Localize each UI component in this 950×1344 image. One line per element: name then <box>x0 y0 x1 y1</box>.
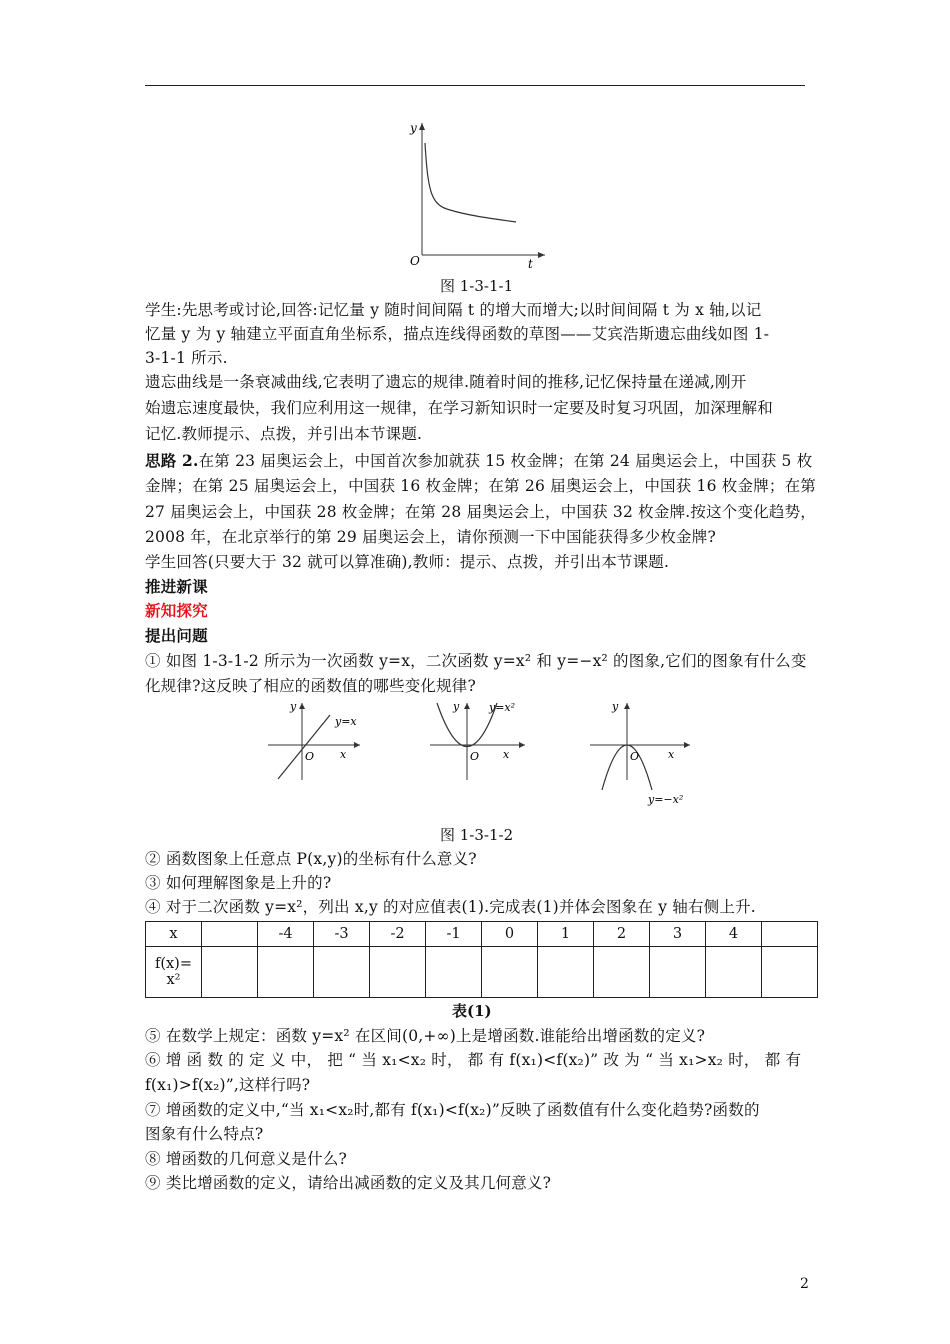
cell[interactable] <box>258 947 314 998</box>
text: 在第 23 届奥运会上，中国首次参加就获 15 枚金牌；在第 24 届奥运会上，中国获 5 枚 <box>198 452 813 470</box>
table-caption: 表(1) <box>452 1002 492 1020</box>
y-axis-label: y <box>410 121 417 135</box>
paragraph-line: 记忆.教师提示、点拨，并引出本节课题. <box>145 425 423 443</box>
cell: x <box>146 922 202 947</box>
question-6: ⑥ 增 函 数 的 定 义 中， 把 “ 当 x₁<x₂ 时， 都 有 f(x₁)<f(x₂)” 改 为 “ 当 x₁>x₂ 时， 都 有 <box>145 1051 802 1069</box>
text: f(x)= <box>154 956 192 972</box>
page-number: 2 <box>800 1276 809 1292</box>
cell <box>202 922 258 947</box>
paragraph-line: 忆量 y 为 y 轴建立平面直角坐标系，描点连线得函数的草图——艾宾浩斯遗忘曲线如图 1- <box>145 325 770 343</box>
figure-function-graphs <box>260 695 700 810</box>
paragraph-line: 2008 年，在北京举行的第 29 届奥运会上，请你预测一下中国能获得多少枚金牌? <box>145 528 716 546</box>
question-8: ⑧ 增函数的几何意义是什么? <box>145 1150 348 1168</box>
cell[interactable] <box>706 947 762 998</box>
svg-text:y=x: y=x <box>335 715 357 728</box>
cell[interactable] <box>426 947 482 998</box>
cell: 0 <box>482 922 538 947</box>
svg-text:y=−x²: y=−x² <box>648 793 684 806</box>
svg-text:x: x <box>668 748 675 761</box>
question-7: ⑦ 增函数的定义中,“当 x₁<x₂时,都有 f(x₁)<f(x₂)”反映了函数值有什么变化趋势?函数的 <box>145 1101 760 1119</box>
paragraph-line: 3-1-1 所示. <box>145 349 228 367</box>
svg-text:y: y <box>453 700 460 713</box>
figure-caption: 图 1-3-1-2 <box>440 826 514 844</box>
question-6-cont: f(x₁)>f(x₂)”,这样行吗? <box>145 1076 311 1094</box>
paragraph-line: 遗忘曲线是一条衰减曲线,它表明了遗忘的规律.随着时间的推移,记忆保持量在递减,刚开 <box>145 373 747 391</box>
heading-questions: 提出问题 <box>145 626 208 645</box>
table-row <box>146 922 818 947</box>
question-3: ③ 如何理解图象是上升的? <box>145 874 332 892</box>
question-1: ① 如图 1-3-1-2 所示为一次函数 y=x，二次函数 y=x² 和 y=−x² 的图象,它们的图象有什么变 <box>145 652 807 670</box>
question-7-cont: 图象有什么特点? <box>145 1125 264 1143</box>
table-row <box>146 947 818 998</box>
t-axis-label: t <box>528 257 533 270</box>
cell: 3 <box>650 922 706 947</box>
paragraph-line: 始遗忘速度最快，我们应利用这一规律，在学习新知识时一定要及时复习巩固，加深理解和 <box>145 399 774 417</box>
heading-explore: 新知探究 <box>145 601 208 620</box>
paragraph-line: 学生:先思考或讨论,回答:记忆量 y 随时间间隔 t 的增大而增大;以时间间隔 t 为 x 轴,以记 <box>145 301 762 319</box>
graph-quadratic <box>430 700 525 780</box>
paragraph-line: 学生回答(只要大于 32 就可以算准确),教师：提示、点拨，并引出本节课题. <box>145 553 670 571</box>
svg-text:x: x <box>503 748 510 761</box>
graph-linear <box>268 700 360 780</box>
svg-text:O: O <box>630 750 640 763</box>
question-9: ⑨ 类比增函数的定义，请给出减函数的定义及其几何意义? <box>145 1174 552 1192</box>
idea2-line <box>145 451 812 471</box>
header-rule <box>145 85 805 86</box>
svg-text:y: y <box>612 700 619 713</box>
origin-label: O <box>410 254 420 268</box>
cell[interactable] <box>594 947 650 998</box>
idea2-label: 思路 2. <box>145 451 199 470</box>
svg-text:O: O <box>305 750 315 763</box>
cell: -1 <box>426 922 482 947</box>
svg-text:O: O <box>470 750 480 763</box>
heading-new-lesson: 推进新课 <box>145 577 208 596</box>
cell[interactable] <box>650 947 706 998</box>
svg-text:y=x²: y=x² <box>489 701 516 714</box>
cell: -2 <box>370 922 426 947</box>
graph-neg-quadratic <box>590 700 690 806</box>
cell: 4 <box>706 922 762 947</box>
cell[interactable] <box>538 947 594 998</box>
cell[interactable] <box>314 947 370 998</box>
question-2: ② 函数图象上任意点 P(x,y)的坐标有什么意义? <box>145 850 477 868</box>
question-4: ④ 对于二次函数 y=x²，列出 x,y 的对应值表(1).完成表(1)并体会图象在 y 轴右侧上升. <box>145 898 756 916</box>
paragraph-line: 金牌；在第 25 届奥运会上，中国获 16 枚金牌；在第 26 届奥运会上，中国获 16 枚金牌；在第 <box>145 477 817 495</box>
cell[interactable] <box>482 947 538 998</box>
cell[interactable] <box>202 947 258 998</box>
text: x² <box>166 972 181 988</box>
cell: -4 <box>258 922 314 947</box>
question-1-cont: 化规律?这反映了相应的函数值的哪些变化规律? <box>145 677 477 695</box>
cell[interactable] <box>370 947 426 998</box>
question-5: ⑤ 在数学上规定：函数 y=x² 在区间(0,+∞)上是增函数.谁能给出增函数的定义? <box>145 1027 706 1045</box>
svg-text:x: x <box>340 748 347 761</box>
figure-forgetting-curve <box>400 115 550 270</box>
value-table <box>145 921 818 998</box>
cell <box>146 947 202 998</box>
svg-text:y: y <box>290 700 297 713</box>
cell <box>762 922 818 947</box>
cell: 1 <box>538 922 594 947</box>
cell[interactable] <box>762 947 818 998</box>
cell: -3 <box>314 922 370 947</box>
paragraph-line: 27 届奥运会上，中国获 28 枚金牌；在第 28 届奥运会上，中国获 32 枚金牌.按这个变化趋势， <box>145 503 817 521</box>
cell: 2 <box>594 922 650 947</box>
figure-caption: 图 1-3-1-1 <box>440 277 514 295</box>
